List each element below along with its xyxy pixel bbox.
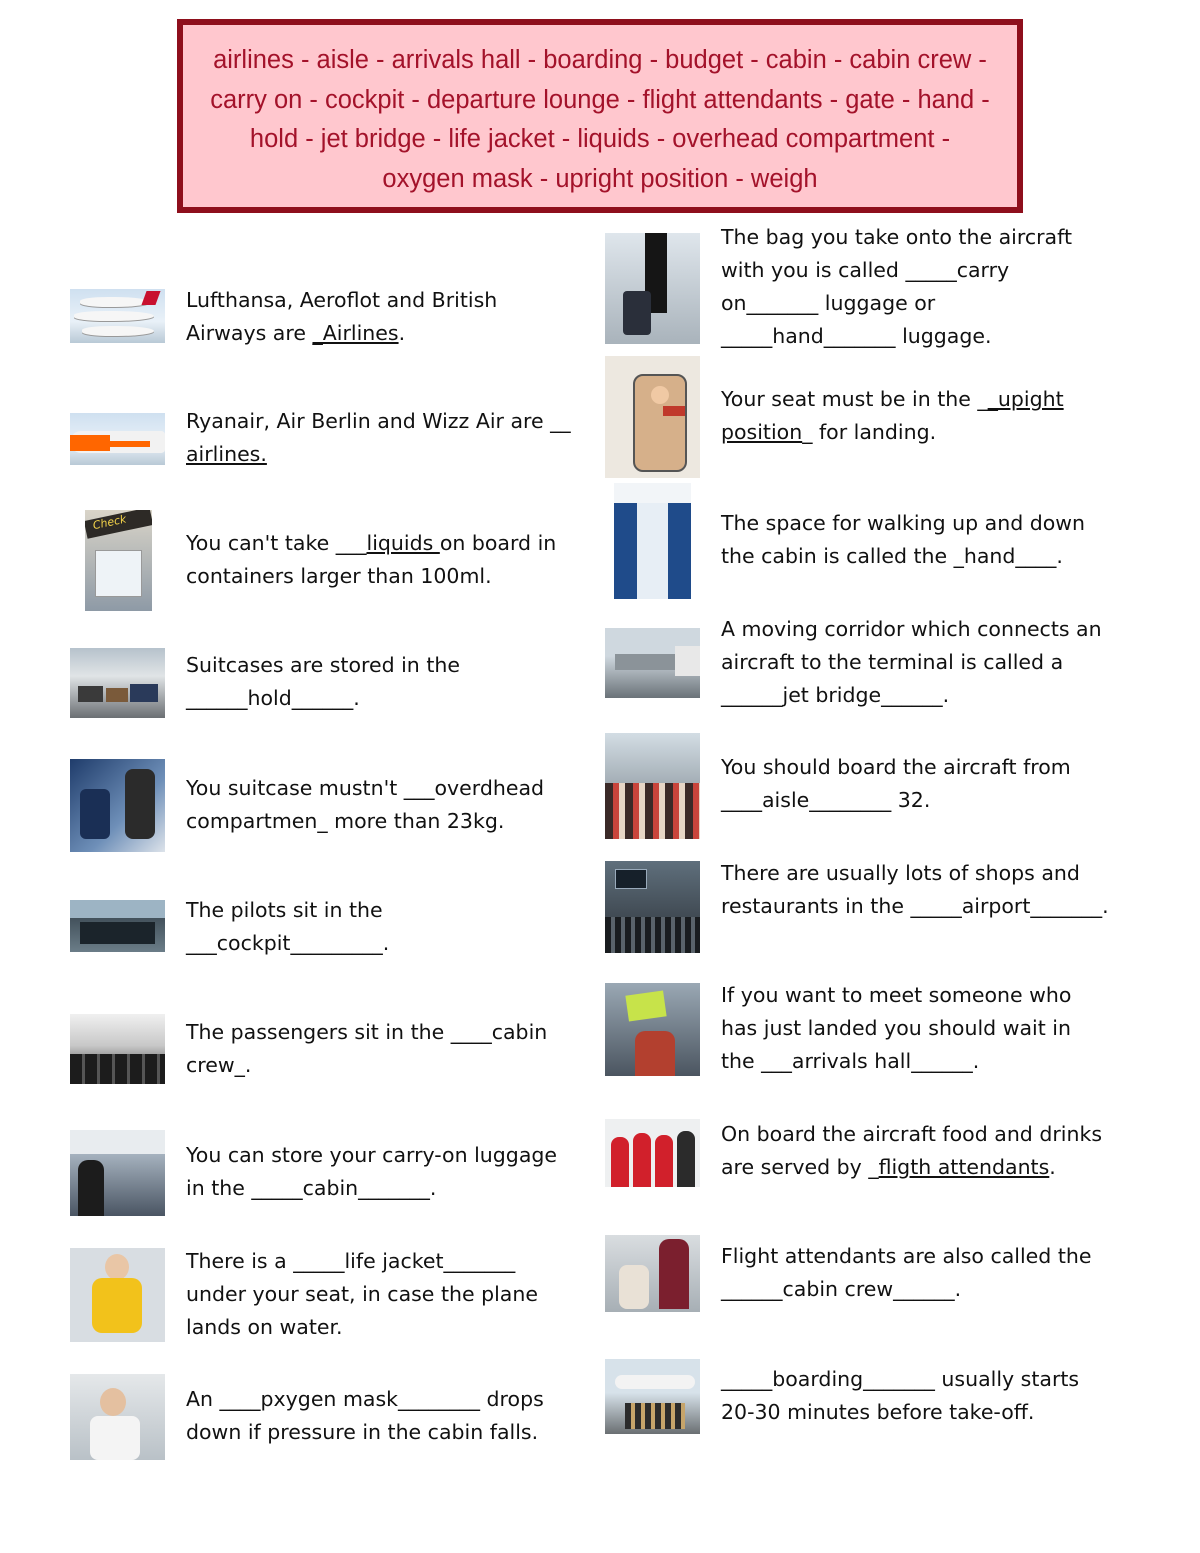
word-bank-line: oxygen mask - upright position - weigh xyxy=(382,164,818,193)
question-10: An ____pxygen mask________ drops down if pressure in the cabin falls. xyxy=(186,1387,544,1444)
airline-tails-photo xyxy=(70,289,165,343)
question-7: The passengers sit in the ____cabin crew_. xyxy=(186,1020,548,1077)
question-2: Ryanair, Air Berlin and Wizz Air are __ airlines. xyxy=(186,409,571,466)
boarding-photo xyxy=(605,1359,700,1434)
oxygen-mask-photo xyxy=(70,1374,165,1460)
question-18: On board the aircraft food and drinks are served by _fligth attendants. xyxy=(721,1122,1103,1179)
carry-on-bag-photo xyxy=(605,233,700,344)
overhead-bin-photo xyxy=(70,759,165,852)
question-1: Lufthansa, Aeroflot and British Airways are _Airlines. xyxy=(186,288,498,345)
life-jacket-photo xyxy=(70,1248,165,1342)
word-bank-line: carry on - cockpit - departure lounge - flight attendants - gate - hand - xyxy=(210,85,990,114)
question-19: Flight attendants are also called the ______cabin crew______. xyxy=(721,1244,1092,1301)
gate-queue-photo xyxy=(605,733,700,839)
arrivals-hall-photo xyxy=(605,983,700,1076)
question-5: You suitcase mustn't ___overdhead compartmen_ more than 23kg. xyxy=(186,776,545,833)
word-bank-line: airlines - aisle - arrivals hall - boarding - budget - cabin - cabin crew - xyxy=(213,46,987,74)
question-4: Suitcases are stored in the ______hold______. xyxy=(186,653,460,710)
question-8: You can store your carry-on luggage in the _____cabin_______. xyxy=(186,1143,558,1200)
jet-bridge-photo xyxy=(605,628,700,698)
question-12: Your seat must be in the __upight position_ for landing. xyxy=(721,387,1064,444)
question-11: The bag you take onto the aircraft with you is called _____carry on_______ luggage or _____hand_______ luggage. xyxy=(721,225,1072,348)
cockpit-photo xyxy=(70,900,165,952)
question-20: _____boarding_______ usually starts 20-30 minutes before take-off. xyxy=(721,1367,1080,1424)
question-15: You should board the aircraft from ____aisle________ 32. xyxy=(721,755,1071,812)
cabin-seats-photo xyxy=(70,1014,165,1084)
overhead-storage-photo xyxy=(70,1130,165,1216)
aisle-photo xyxy=(614,483,691,599)
question-14: A moving corridor which connects an aircraft to the terminal is called a ______jet bridge______. xyxy=(721,617,1102,707)
cabin-crew-service-photo xyxy=(605,1235,700,1312)
easyjet-plane-photo xyxy=(70,413,165,465)
upright-seat-illustration xyxy=(605,356,700,478)
flight-attendants-photo xyxy=(605,1119,700,1187)
question-16: There are usually lots of shops and restaurants in the _____airport_______. xyxy=(721,861,1109,918)
departure-lounge-photo xyxy=(605,861,700,953)
baggage-hold-photo xyxy=(70,648,165,718)
word-bank-line: hold - jet bridge - life jacket - liquids - overhead compartment - xyxy=(249,125,951,153)
word-bank xyxy=(177,19,1023,213)
question-17: If you want to meet someone who has just landed you should wait in the ___arrivals hall______. xyxy=(721,983,1072,1073)
question-3: You can't take ___liquids on board in containers larger than 100ml. xyxy=(186,531,557,588)
check-in-liquids-photo: Check xyxy=(85,510,152,611)
question-6: The pilots sit in the ___cockpit_________. xyxy=(186,898,390,955)
question-13: The space for walking up and down the cabin is called the _hand____. xyxy=(721,511,1086,568)
question-9: There is a _____life jacket_______ under your seat, in case the plane lands on water. xyxy=(186,1249,538,1339)
